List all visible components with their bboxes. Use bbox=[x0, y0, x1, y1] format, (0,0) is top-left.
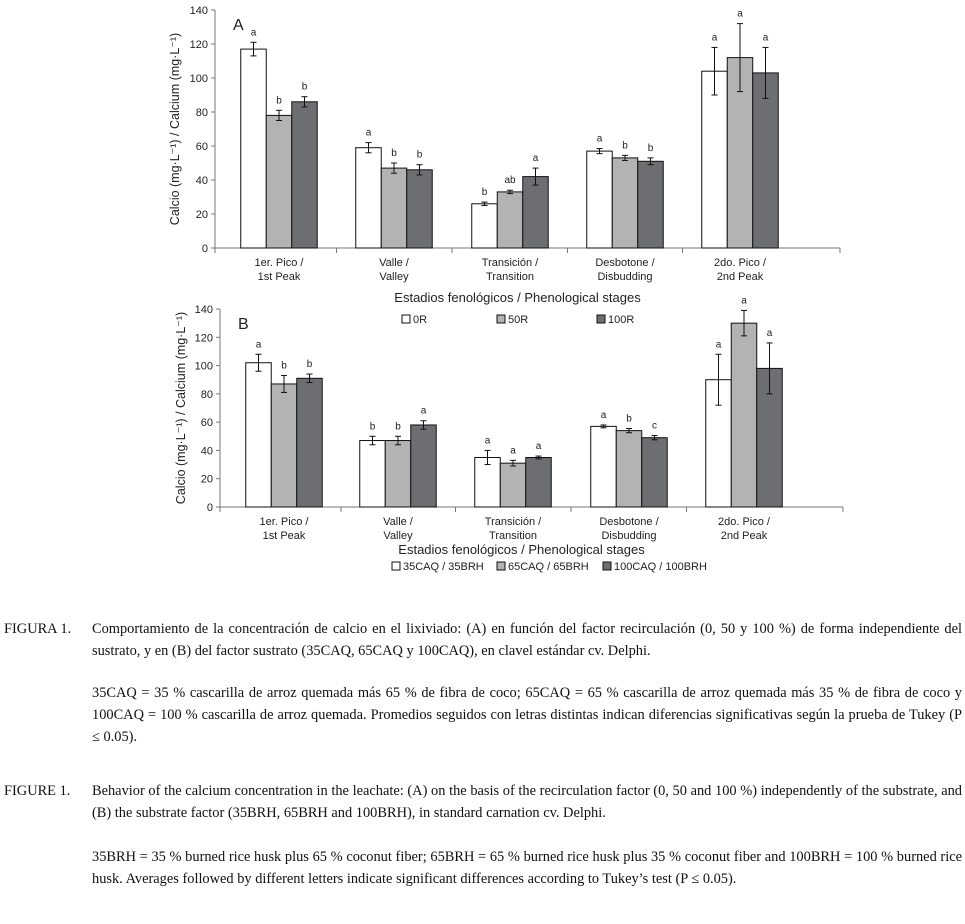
x-tick-label: Transition bbox=[486, 271, 534, 283]
significance-letter: b bbox=[626, 413, 632, 425]
legend-swatch bbox=[497, 562, 505, 570]
significance-letter: b bbox=[391, 148, 397, 159]
x-axis-label: Estadios fenológicos / Phenological stages bbox=[394, 290, 641, 305]
bar bbox=[616, 431, 642, 507]
bar bbox=[587, 151, 613, 248]
bar bbox=[638, 161, 664, 248]
caption-en-label: FIGURE 1. bbox=[4, 783, 71, 799]
y-tick-label: 140 bbox=[194, 304, 213, 316]
bar bbox=[246, 363, 272, 507]
significance-letter: b bbox=[481, 187, 488, 199]
bar bbox=[731, 323, 757, 507]
significance-letter: a bbox=[510, 445, 516, 457]
legend-label: 0R bbox=[413, 314, 428, 326]
caption-es-text: Comportamiento de la concentración de calcio en el lixiviado: (A) en función del factor recirculación (0, 50 y 100 %) de forma independiente del sustrato, y en (B) del factor sustrato (35CAQ, 65CAQ y 100CAQ), en clavel estándar cv. Delphi. bbox=[92, 621, 962, 659]
x-tick-label: 1st Peak bbox=[262, 530, 306, 542]
legend-swatch bbox=[603, 562, 611, 570]
legend-swatch bbox=[497, 315, 505, 323]
y-tick-label: 80 bbox=[200, 388, 213, 401]
legend-swatch bbox=[402, 315, 410, 323]
significance-letter: a bbox=[484, 435, 491, 447]
x-tick-label: Valle / bbox=[383, 516, 413, 528]
bar bbox=[472, 204, 498, 248]
significance-letter: b bbox=[281, 360, 287, 372]
x-tick-label: Disbudding bbox=[597, 271, 653, 283]
significance-letter: a bbox=[741, 295, 747, 307]
x-tick-label: Desbotone / bbox=[595, 257, 655, 269]
significance-letter: a bbox=[532, 153, 539, 165]
x-tick-label: 1er. Pico / bbox=[254, 257, 304, 269]
bar bbox=[360, 441, 386, 507]
caption-es-note: 35CAQ = 35 % cascarilla de arroz quemada más 65 % de fibra de coco; 65CAQ = 65 % cascarilla de arroz quemada más 35 % de fibra de coco y 100CAQ = 100 % cascarilla de arroz quemada. Promedios seguidos con letras distintas indican diferencias significativas según la prueba de Tukey (P ≤ 0.05). bbox=[92, 685, 962, 745]
legend-swatch bbox=[597, 315, 605, 323]
significance-letter: a bbox=[711, 32, 718, 44]
x-tick-label: 1er. Pico / bbox=[259, 516, 309, 528]
significance-letter: a bbox=[766, 327, 773, 339]
y-tick-label: 100 bbox=[194, 360, 213, 373]
significance-letter: a bbox=[715, 339, 722, 351]
bar bbox=[702, 71, 728, 248]
significance-letter: ab bbox=[504, 175, 516, 187]
legend-label: 100CAQ / 100BRH bbox=[614, 561, 707, 573]
panel-label: B bbox=[238, 316, 249, 333]
y-tick-label: 120 bbox=[189, 39, 208, 51]
significance-letter: b bbox=[647, 142, 654, 154]
x-tick-label: 2do. Pico / bbox=[714, 257, 766, 269]
x-tick-label: Disbudding bbox=[601, 530, 657, 542]
bar bbox=[591, 426, 617, 507]
significance-letter: a bbox=[596, 133, 603, 145]
x-tick-label: 2nd Peak bbox=[720, 530, 768, 542]
x-tick-label: Valley bbox=[383, 530, 413, 542]
legend-swatch bbox=[392, 562, 400, 570]
y-tick-label: 140 bbox=[189, 5, 208, 17]
y-tick-label: 0 bbox=[201, 243, 208, 255]
bar bbox=[612, 158, 638, 248]
significance-letter: b bbox=[395, 421, 401, 433]
bar bbox=[241, 49, 267, 248]
panel-b-chart bbox=[174, 295, 843, 573]
significance-letter: b bbox=[301, 81, 308, 93]
y-tick-label: 80 bbox=[195, 107, 208, 119]
bar bbox=[271, 384, 297, 507]
significance-letter: b bbox=[306, 359, 313, 371]
bar bbox=[642, 438, 668, 507]
y-tick-label: 60 bbox=[195, 141, 208, 153]
significance-letter: c bbox=[652, 420, 657, 432]
significance-letter: b bbox=[622, 140, 628, 152]
legend-label: 35CAQ / 35BRH bbox=[403, 561, 484, 573]
x-tick-label: 1st Peak bbox=[257, 271, 301, 283]
bar bbox=[526, 458, 552, 508]
x-tick-label: Transición / bbox=[484, 516, 542, 528]
significance-letter: a bbox=[365, 127, 372, 139]
bar bbox=[385, 441, 411, 507]
caption-en-note: 35BRH = 35 % burned rice husk plus 65 % coconut fiber; 65BRH = 65 % burned rice husk plus 35 % coconut fiber and 100BRH = 100 % burned rice husk. Averages followed by different letters indicate significant differences according to Tukey’s test (P ≤ 0.05). bbox=[92, 849, 962, 887]
significance-letter: a bbox=[250, 27, 257, 39]
caption-en bbox=[0, 780, 962, 824]
legend-label: 50R bbox=[508, 314, 529, 326]
y-tick-label: 120 bbox=[194, 332, 213, 345]
x-tick-label: 2nd Peak bbox=[716, 271, 764, 283]
caption-es bbox=[0, 618, 962, 662]
significance-letter: a bbox=[600, 409, 607, 421]
y-tick-label: 20 bbox=[200, 473, 213, 486]
y-tick-label: 100 bbox=[189, 73, 208, 85]
bar bbox=[381, 168, 407, 248]
bar bbox=[523, 177, 549, 248]
bar bbox=[411, 425, 437, 507]
legend-label: 100R bbox=[608, 314, 635, 326]
x-tick-label: Transition bbox=[489, 530, 537, 542]
significance-letter: b bbox=[416, 149, 423, 161]
y-tick-label: 60 bbox=[200, 417, 213, 430]
y-tick-label: 0 bbox=[206, 502, 213, 514]
significance-letter: b bbox=[276, 95, 282, 107]
significance-letter: b bbox=[369, 421, 376, 433]
y-tick-label: 20 bbox=[195, 209, 208, 221]
bar bbox=[753, 73, 779, 248]
x-tick-label: 2do. Pico / bbox=[718, 516, 770, 528]
legend-label: 65CAQ / 65BRH bbox=[508, 561, 589, 573]
significance-letter: a bbox=[535, 441, 542, 453]
y-axis-label: Calcio (mg·L⁻¹) / Calcium (mg·L⁻¹) bbox=[174, 311, 188, 505]
x-tick-label: Valle / bbox=[379, 257, 409, 269]
significance-letter: a bbox=[420, 405, 427, 417]
x-tick-label: Valley bbox=[379, 271, 409, 283]
significance-letter: a bbox=[762, 32, 769, 44]
bar bbox=[500, 463, 526, 507]
bar bbox=[297, 378, 323, 507]
bar bbox=[407, 170, 433, 248]
x-tick-label: Desbotone / bbox=[599, 516, 659, 528]
bar bbox=[356, 148, 382, 248]
x-tick-label: Transición / bbox=[481, 257, 539, 269]
bar bbox=[266, 115, 292, 248]
y-axis-label: Calcio (mg·L⁻¹) / Calcium (mg·L⁻¹) bbox=[168, 32, 182, 226]
x-axis-label: Estadios fenológicos / Phenological stages bbox=[398, 542, 645, 557]
caption-es-label: FIGURA 1. bbox=[4, 621, 72, 637]
significance-letter: a bbox=[737, 8, 743, 20]
bar bbox=[497, 192, 523, 248]
significance-letter: a bbox=[255, 339, 262, 351]
caption-en-text: Behavior of the calcium concentration in the leachate: (A) on the basis of the recirculation factor (0, 50 and 100 %) independently of the substrate, and (B) the substrate factor (35BRH, 65BRH and 100BRH), in standard carnation cv. Delphi. bbox=[92, 783, 962, 821]
bar bbox=[292, 102, 318, 248]
panel-a-chart bbox=[168, 5, 840, 326]
y-tick-label: 40 bbox=[195, 175, 208, 187]
panel-label: A bbox=[233, 17, 244, 34]
y-tick-label: 40 bbox=[200, 445, 213, 458]
